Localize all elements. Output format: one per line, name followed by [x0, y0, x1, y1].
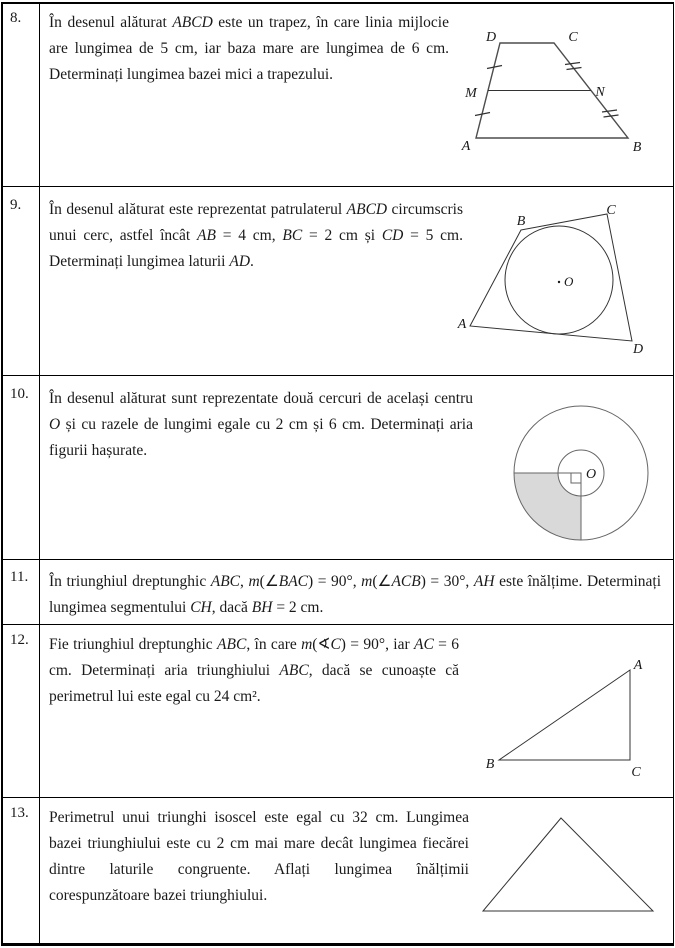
problem-number: 8. [3, 4, 40, 186]
label-O: O [564, 274, 574, 289]
right-angle-marker [571, 473, 581, 483]
label-O: O [586, 467, 597, 482]
problem-row-8 [3, 4, 673, 186]
concentric-circles-figure [504, 398, 659, 553]
label-C: C [568, 30, 578, 45]
problem-text: Perimetrul unui triunghi isoscel este egal cu 32 cm. Lungimea bazei triunghiului este cu 2 cm mai mare decât lungimea fiecărei dintre laturile congruente. Aflați lungimea înălțimii corespunzătoare bazei triunghiului. [49, 809, 469, 904]
problems-table [1, 2, 674, 946]
problem-text: Fie triunghiul dreptunghic ABC, în care m(∢C) = 90°, iar AC = 6 cm. Determinați aria triunghiului ABC, dacă se cunoaște că perimetrul lui este egal cu 24 cm². [49, 636, 460, 705]
label-A: A [461, 139, 471, 154]
tangential-quadrilateral-figure [451, 201, 666, 361]
right-triangle-outline [499, 670, 630, 760]
right-triangle-figure [481, 649, 656, 784]
problem-text: În desenul alăturat este reprezentat patrulaterul ABCD circumscris unui cerc, astfel încât AB = 4 cm, BC = 2 cm și CD = 5 cm. Determinați lungimea laturii AD. [49, 201, 463, 270]
problem-number: 10. [3, 376, 40, 559]
problem-number: 12. [3, 625, 40, 797]
label-A: A [457, 317, 467, 332]
label-C: C [631, 765, 641, 780]
problem-row-10 [3, 375, 673, 559]
problem-text: În desenul alăturat ABCD este un trapez, în care linia mijlocie are lungimea de 5 cm, iar baza mare are lungimea de 6 cm. Determinați lungimea bazei mici a trapezului. [49, 14, 449, 83]
inscribed-circle [505, 226, 613, 334]
problem-number: 13. [3, 798, 40, 943]
problem-row-12 [3, 624, 673, 797]
label-B: B [485, 757, 495, 772]
problem-number: 11. [3, 560, 40, 624]
problem-row-11 [3, 559, 673, 624]
problem-row-9 [3, 186, 673, 375]
quadrilateral-outline [470, 214, 632, 341]
label-D: D [485, 30, 497, 45]
problem-number: 9. [3, 187, 40, 375]
problem-text: În triunghiul dreptunghic ABC, m(∠BAC) = 90°, m(∠ACB) = 30°, AH este înălțime. Determinați lungimea segmentului CH, dacă BH = 2 cm. [49, 573, 662, 616]
label-C: C [606, 203, 616, 218]
trapezoid-figure [446, 22, 661, 167]
center-dot [558, 281, 560, 283]
problem-cell [40, 560, 673, 624]
label-N: N [595, 85, 605, 100]
label-A: A [633, 658, 643, 673]
isosceles-triangle-figure [473, 808, 663, 918]
label-B: B [632, 140, 642, 155]
problem-row-13 [3, 797, 673, 943]
label-D: D [632, 342, 644, 357]
label-M: M [465, 86, 477, 101]
label-B: B [516, 214, 526, 229]
isosceles-triangle-outline [483, 818, 653, 911]
problem-text: În desenul alăturat sunt reprezentate două cercuri de același centru O și cu razele de lungimi egale cu 2 cm și 6 cm. Determinați aria figurii hașurate. [49, 390, 473, 459]
